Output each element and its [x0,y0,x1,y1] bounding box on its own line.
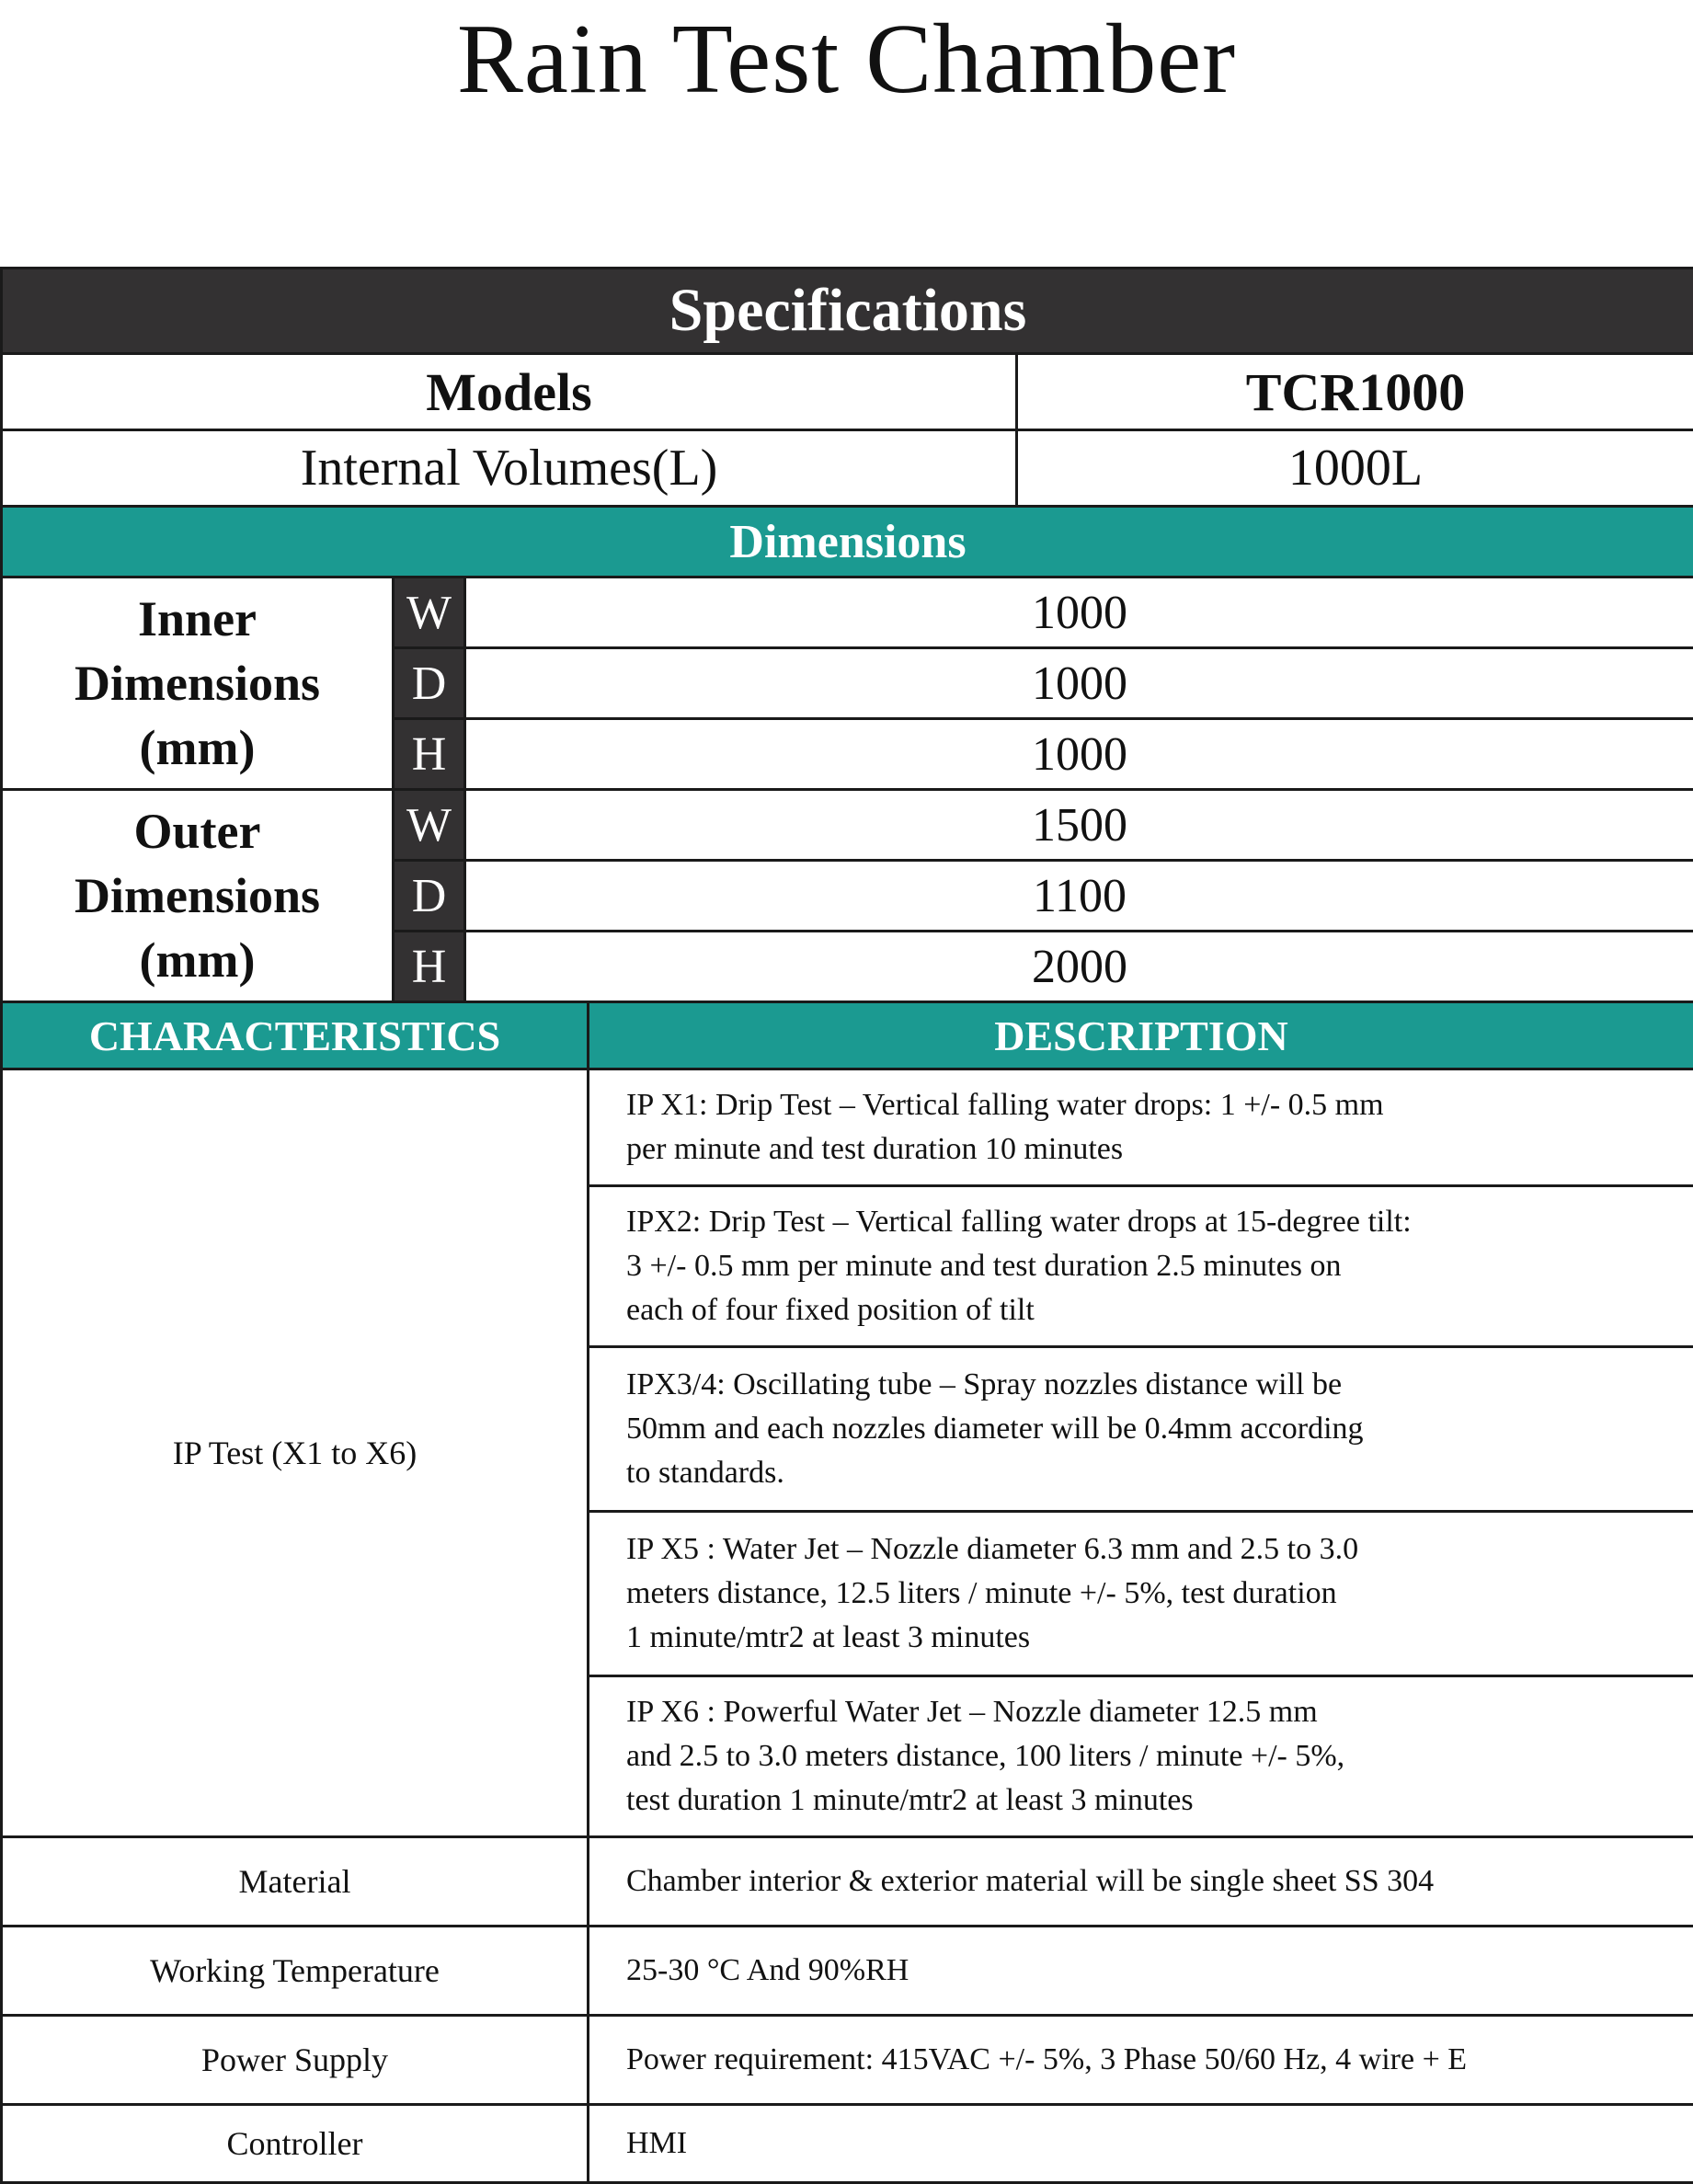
outer-dimensions-label [2,790,394,1002]
ip-x1-description [589,1069,1693,1186]
description-line: 1 minute/mtr2 at least 3 minutes [626,1616,1656,1660]
outer-dim-row [2,790,1693,861]
ip-x6-description [589,1676,1693,1837]
description-line: IP X1: Drip Test – Vertical falling water drops: 1 +/- 0.5 mm [626,1083,1656,1127]
ip-x2-description [589,1186,1693,1347]
material-label: Material [2,1837,589,1927]
description-header: DESCRIPTION [589,1002,1693,1069]
ip-test-label: IP Test (X1 to X6) [2,1069,589,1837]
description-line: test duration 1 minute/mtr2 at least 3 minutes [626,1778,1656,1823]
outer-depth-value: 1100 [465,861,1693,932]
outer-label-line: (mm) [3,928,392,992]
description-line: IP X6 : Powerful Water Jet – Nozzle diameter 12.5 mm [626,1690,1656,1734]
description-line: IP X5 : Water Jet – Nozzle diameter 6.3 mm and 2.5 to 3.0 [626,1527,1656,1572]
internal-volume-value: 1000L [1017,430,1693,507]
material-row [2,1837,1693,1927]
description-line: 3 +/- 0.5 mm per minute and test duration 2.5 minutes on [626,1244,1656,1288]
inner-label-line: Inner [3,587,392,651]
ip-test-row [2,1069,1693,1186]
specifications-header: Specifications [2,269,1693,354]
outer-axis-h: H [394,932,465,1002]
outer-label-line: Outer [3,799,392,863]
material-value: Chamber interior & exterior material will be single sheet SS 304 [589,1837,1693,1927]
internal-volume-label: Internal Volumes(L) [2,430,1017,507]
description-line: IPX2: Drip Test – Vertical falling water drops at 15-degree tilt: [626,1200,1656,1244]
outer-height-value: 2000 [465,932,1693,1002]
working-temperature-label: Working Temperature [2,1927,589,2016]
description-line: IPX3/4: Oscillating tube – Spray nozzles distance will be [626,1363,1656,1407]
inner-label-line: Dimensions [3,651,392,715]
outer-width-value: 1500 [465,790,1693,861]
description-line: per minute and test duration 10 minutes [626,1127,1656,1172]
description-line: each of four fixed position of tilt [626,1288,1656,1332]
ip-x3-4-description [589,1347,1693,1512]
inner-dimensions-label [2,577,394,790]
models-label: Models [2,354,1017,430]
power-supply-label: Power Supply [2,2016,589,2105]
dimensions-header-row [2,507,1693,577]
description-line: 50mm and each nozzles diameter will be 0.4mm according [626,1407,1656,1451]
inner-axis-h: H [394,719,465,790]
dimensions-header: Dimensions [2,507,1693,577]
outer-axis-w: W [394,790,465,861]
working-temperature-row [2,1927,1693,2016]
controller-label: Controller [2,2105,589,2183]
specifications-header-row [2,269,1693,354]
inner-label-line: (mm) [3,715,392,780]
specifications-table [0,267,1693,2184]
description-line: and 2.5 to 3.0 meters distance, 100 liters / minute +/- 5%, [626,1734,1656,1778]
specifications-sheet [0,267,1693,2157]
description-line: meters distance, 12.5 liters / minute +/- 5%, test duration [626,1572,1656,1616]
outer-label-line: Dimensions [3,863,392,928]
internal-volume-row [2,430,1693,507]
inner-width-value: 1000 [465,577,1693,648]
outer-axis-d: D [394,861,465,932]
power-supply-row [2,2016,1693,2105]
models-value: TCR1000 [1017,354,1693,430]
inner-height-value: 1000 [465,719,1693,790]
controller-row [2,2105,1693,2183]
characteristics-header: CHARACTERISTICS [2,1002,589,1069]
controller-value: HMI [589,2105,1693,2183]
inner-axis-w: W [394,577,465,648]
description-line: to standards. [626,1451,1656,1495]
page-title: Rain Test Chamber [0,0,1693,120]
characteristics-header-row [2,1002,1693,1069]
inner-dim-row [2,577,1693,648]
inner-axis-d: D [394,648,465,719]
working-temperature-value: 25-30 °C And 90%RH [589,1927,1693,2016]
inner-depth-value: 1000 [465,648,1693,719]
models-row [2,354,1693,430]
ip-x5-description [589,1512,1693,1676]
power-supply-value: Power requirement: 415VAC +/- 5%, 3 Phase 50/60 Hz, 4 wire + E [589,2016,1693,2105]
